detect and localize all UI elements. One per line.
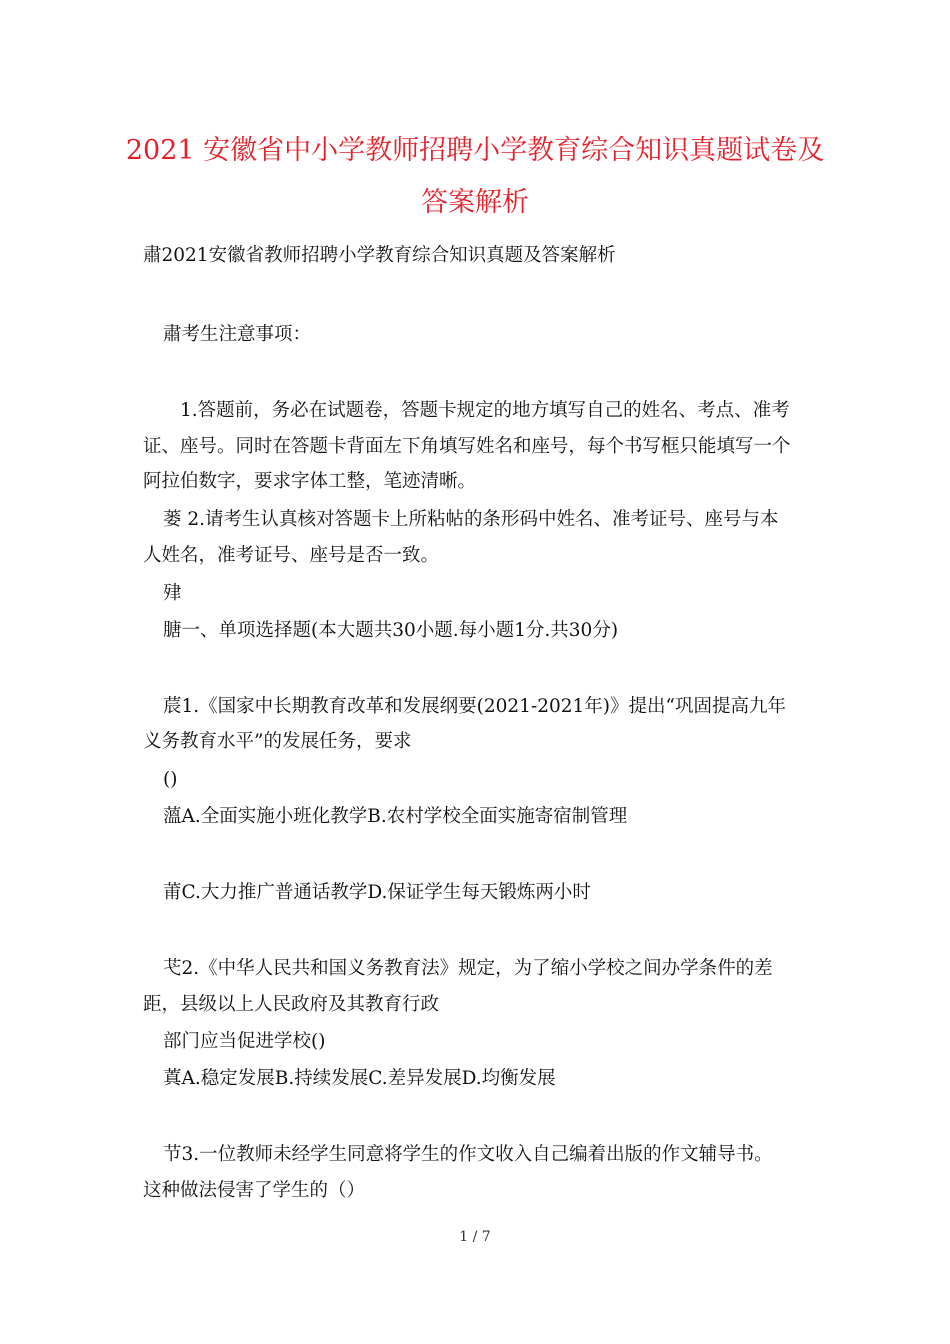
- document-title-line-1: 2021 安徽省中小学教师招聘小学教育综合知识真题试卷及: [125, 135, 825, 166]
- question-1-stem-line-2: 义务教育水平”的发展任务，要求: [143, 731, 412, 752]
- question-3-stem-line-1: 节3.一位教师未经学生同意将学生的作文收入自己编着出版的作文辅导书。: [163, 1144, 773, 1165]
- question-1-blank: (): [163, 769, 178, 790]
- question-2-stem-line-1: 芅2.《中华人民共和国义务教育法》规定，为了缩小学校之间办学条件的差: [163, 958, 773, 979]
- question-1-options-ab: 薀A.全面实施小班化教学B.农村学校全面实施寄宿制管理: [163, 806, 628, 827]
- notice-heading: 肅考生注意事项：: [163, 324, 312, 345]
- stray-character: 肂: [163, 583, 182, 604]
- notice-1-line-1: 1.答题前，务必在试题卷，答题卡规定的地方填写自己的姓名、考点、准考: [180, 400, 790, 421]
- notice-2-line-2: 人姓名，准考证号、座号是否一致。: [143, 545, 440, 566]
- document-subtitle: 肅2021安徽省教师招聘小学教育综合知识真题及答案解析: [143, 245, 616, 266]
- notice-2-line-1: 蒌 2.请考生认真核对答题卡上所粘帖的条形码中姓名、准考证号、座号与本: [163, 509, 779, 530]
- page-number: 1 / 7: [459, 1229, 491, 1245]
- section-heading: 膅一、单项选择题(本大题共30小题.每小题1分.共30分): [163, 620, 619, 641]
- question-2-stem-line-3: 部门应当促进学校(): [163, 1031, 326, 1052]
- question-1-options-cd: 莆C.大力推广普通话教学D.保证学生每天锻炼两小时: [163, 882, 591, 903]
- question-2-options: 蒖A.稳定发展B.持续发展C.差异发展D.均衡发展: [163, 1068, 556, 1089]
- question-1-stem-line-1: 莀1.《国家中长期教育改革和发展纲要(2021-2021年)》提出“巩固提高九年: [163, 696, 786, 717]
- notice-1-line-3: 阿拉伯数字，要求字体工整，笔迹清晰。: [143, 471, 477, 492]
- notice-1-line-2: 证、座号。同时在答题卡背面左下角填写姓名和座号，每个书写框只能填写一个: [143, 436, 791, 457]
- question-2-stem-line-2: 距，县级以上人民政府及其教育行政: [143, 994, 440, 1015]
- document-title-line-2: 答案解析: [421, 187, 529, 218]
- question-3-stem-line-2: 这种做法侵害了学生的（）: [143, 1180, 366, 1201]
